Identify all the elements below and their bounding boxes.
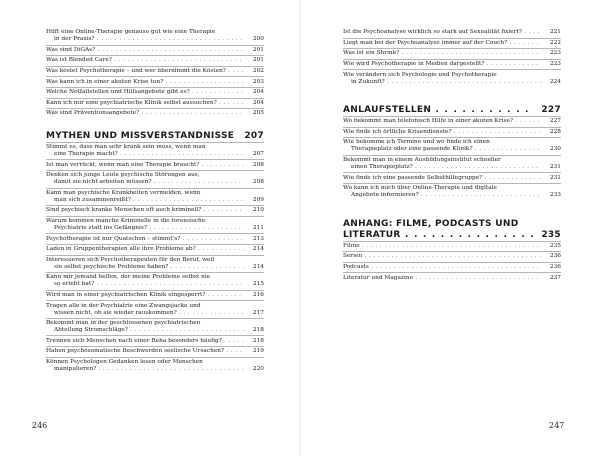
toc-entry-title: Warum kommen manche Kriminelle in die forensische <box>46 218 206 225</box>
toc-entry-title: Wie finde ich örtliche Krisendienste? . . . <box>343 129 541 136</box>
toc-entry-title: Podcasts . . . <box>343 264 541 271</box>
toc-entry <box>46 346 264 357</box>
toc-entry-title: Abteilung Stromschläge? . . . <box>46 327 244 334</box>
toc-entry <box>46 45 264 56</box>
toc-entry-title: Hilft eine Online-Therapie genauso gut wie eine Therapie <box>46 29 216 36</box>
toc-entry-page: 204 <box>252 89 264 96</box>
toc-entry <box>343 127 561 138</box>
toc-entry-page: 208 <box>252 161 264 168</box>
toc-entry <box>46 205 264 216</box>
toc-entry-page: 213 <box>252 235 264 242</box>
toc-entry-title: eine Therapie macht? . . . <box>46 151 244 158</box>
toc-entry <box>343 272 561 283</box>
toc-entry-page: 236 <box>549 253 561 260</box>
toc-entry-title: Serien . . . <box>343 253 541 260</box>
toc-entry-title: Trennen sich Menschen nach einer Reha besonders häufig? . . . <box>46 338 244 345</box>
toc-entry <box>46 300 264 318</box>
toc-entry-title: Angebote informieren? . . . <box>343 192 541 199</box>
toc-entry <box>46 290 264 301</box>
toc-entry-title: Was sind DiGAs? . . . <box>46 47 244 54</box>
toc-entry-title: Wie verändern sich Psychologie und Psychotherapie <box>343 71 497 78</box>
toc-entry <box>46 335 264 346</box>
toc-section-mythen <box>46 143 264 375</box>
toc-entry-page: 200 <box>252 36 264 43</box>
toc-entry-title: Psychotherapie ist nur Quatschen – stimmt’s? . . . <box>46 236 244 243</box>
toc-entry-page: 218 <box>252 327 264 334</box>
toc-entry-page: 228 <box>549 128 561 135</box>
toc-entry-page: 207 <box>252 151 264 158</box>
toc-entry-title: Können Psychologen Gedanken lesen oder Menschen <box>46 358 203 365</box>
toc-entry-title: Ist man verrückt, wenn man eine Therapie braucht? . . . <box>46 162 244 169</box>
toc-entry-page: 231 <box>549 174 561 181</box>
toc-entry-title: Kann ich mir eine psychiatrische Klinik selbst aussuchen? . . . <box>46 100 244 107</box>
toc-entry-page: 217 <box>252 309 264 316</box>
section-heading-mythen <box>46 131 264 143</box>
section-heading-title: LITERATUR . . . <box>343 230 533 241</box>
toc-entry <box>46 170 264 188</box>
toc-entry-title: Liegt man bei der Psychoanalyse immer auf der Couch? . . . <box>343 40 541 47</box>
toc-entry-title: damit sie nicht arbeiten müssen? . . . <box>46 179 244 186</box>
section-heading-anlaufstellen <box>343 105 561 117</box>
toc-section-continued-right <box>343 28 561 87</box>
toc-entry <box>46 233 264 244</box>
toc-entry-page: 214 <box>252 263 264 270</box>
toc-entry-title: Psychiatrie statt ins Gefängnis? . . . <box>46 225 244 232</box>
toc-entry-title: Wo kann ich mich über Online-Therapie und digitale <box>343 185 497 192</box>
toc-entry-page: 230 <box>549 146 561 153</box>
toc-entry-title: Wie wird Psychotherapie in Medien dargestellt? . . . <box>343 61 541 68</box>
toc-entry-page: 208 <box>252 179 264 186</box>
toc-entry-title: Interessieren sich Psychotherapeuten für den Beruf, weil <box>46 256 215 263</box>
toc-entry-title: Bekommt man in der geschlossenen psychiatrischen <box>46 320 201 327</box>
toc-entry-page: 222 <box>549 39 561 46</box>
toc-entry <box>343 251 561 262</box>
toc-entry <box>46 244 264 255</box>
toc-entry-page: 203 <box>252 78 264 85</box>
toc-entry-page: 223 <box>549 50 561 57</box>
toc-entry-title: Was sind Präventionsangebote? . . . <box>46 110 244 117</box>
toc-entry-title: Was kann ich in einer akuten Krise tun? . . . <box>46 79 244 86</box>
page-gutter <box>299 0 301 456</box>
toc-entry <box>343 262 561 273</box>
toc-entry-title: Was kostet Psychotherapie – und wer übernimmt die Kosten? . . . <box>46 68 244 75</box>
toc-entry-page: 211 <box>252 225 264 232</box>
toc-entry-page: 204 <box>252 99 264 106</box>
toc-entry <box>343 242 561 252</box>
toc-entry-title: Laden in Gruppentherapien alle ihre Probleme ab? . . . <box>46 246 244 253</box>
toc-entry <box>46 28 264 45</box>
toc-entry <box>46 87 264 98</box>
section-heading-page: 235 <box>541 229 561 240</box>
section-heading-anhang <box>343 219 561 242</box>
toc-entry <box>46 255 264 273</box>
section-heading-title: MYTHEN UND MISSVERSTÄNDNISSE . . . <box>46 131 236 142</box>
section-heading <box>343 105 561 117</box>
toc-entry <box>343 28 561 38</box>
toc-entry-page: 227 <box>549 118 561 125</box>
section-heading-title: ANLAUFSTELLEN . . . <box>343 105 533 116</box>
toc-entry-page: 215 <box>252 281 264 288</box>
toc-entry-title: so erlebt hat? . . . <box>46 281 244 288</box>
section-heading-title: ANHANG: FILME, PODCASTS UND <box>343 218 519 229</box>
toc-entry <box>343 117 561 127</box>
toc-entry-title: Therapieplatz oder eine passende Klinik? . . . <box>343 146 541 153</box>
toc-entry-page: 201 <box>252 46 264 53</box>
toc-entry-page: 221 <box>549 29 561 36</box>
toc-entry <box>343 137 561 155</box>
toc-entry-page: 224 <box>549 78 561 85</box>
toc-entry-title: manipulieren? . . . <box>46 366 244 373</box>
section-heading-page: 227 <box>541 104 561 115</box>
toc-entry <box>343 183 561 201</box>
toc-entry <box>343 155 561 173</box>
toc-entry-title: Stimmt es, dass man sehr krank sein muss, wenn man <box>46 144 206 151</box>
toc-entry-title: Bekommt man in einem Ausbildungsinstitut schneller <box>343 157 501 164</box>
toc-entry-title: Ist die Psychoanalyse wirklich so stark auf Sexualität fixiert? . . . <box>343 29 541 36</box>
toc-entry <box>343 69 561 87</box>
toc-entry-title: wissen nicht, ob sie wieder rauskommen? . . . <box>46 310 244 317</box>
toc-section-anhang <box>343 242 561 283</box>
toc-entry-title: man sich zusammenreißt? . . . <box>46 197 244 204</box>
toc-entry-title: Filme . . . <box>343 243 541 250</box>
toc-entry <box>343 38 561 49</box>
toc-entry <box>343 59 561 70</box>
toc-entry-page: 202 <box>252 68 264 75</box>
toc-entry <box>46 55 264 66</box>
toc-entry-title: Wo bekommt man telefonisch Hilfe in einer akuten Krise? . . . <box>343 118 541 125</box>
toc-entry-page: 210 <box>252 207 264 214</box>
toc-entry-page: 219 <box>252 348 264 355</box>
toc-entry <box>46 318 264 336</box>
toc-entry <box>46 108 264 119</box>
toc-entry-title: Denken sich junge Leute psychische Störungen aus, <box>46 172 200 179</box>
page-number-left: 246 <box>32 421 48 430</box>
section-heading <box>46 131 264 143</box>
toc-entry-title: Wird man in einer psychiatrischen Klinik eingesperrt? . . . <box>46 292 244 299</box>
toc-entry-title: Sind psychisch kranke Menschen oft auch kriminell? . . . <box>46 207 244 214</box>
toc-entry <box>46 66 264 77</box>
toc-entry-title: Wie bekomme ich Termine und wo finde ich einen <box>343 139 490 146</box>
section-heading <box>343 219 561 242</box>
toc-entry-page: 209 <box>252 196 264 203</box>
page-number-right: 247 <box>549 421 565 430</box>
toc-entry-title: Welche Notfallstellen und Hilfsangebote gibt es? . . . <box>46 89 244 96</box>
left-page-toc <box>46 28 264 374</box>
toc-entry <box>46 159 264 170</box>
toc-entry-page: 235 <box>549 242 561 249</box>
toc-entry-page: 205 <box>252 110 264 117</box>
toc-entry-page: 236 <box>549 264 561 271</box>
toc-section-continued <box>46 28 264 119</box>
toc-entry-page: 201 <box>252 57 264 64</box>
toc-entry-title: in Zukunft? . . . <box>343 79 541 86</box>
toc-entry-page: 237 <box>549 274 561 281</box>
toc-entry <box>343 172 561 183</box>
toc-entry-title: einen Therapieplatz? . . . <box>343 164 541 171</box>
toc-entry-page: 214 <box>252 246 264 253</box>
toc-entry <box>46 216 264 234</box>
toc-entry-title: Haben psychosomatische Beschwerden seelische Ursachen? . . . <box>46 348 244 355</box>
toc-entry-title: Was ist Blended Care? . . . <box>46 57 244 64</box>
toc-entry <box>46 188 264 206</box>
toc-entry-title: Kann mir jemand helfen, der meine Probleme selbst nie <box>46 274 211 281</box>
toc-entry-title: Wie finde ich eine passende Selbsthilfegruppe? . . . <box>343 175 541 182</box>
toc-entry-page: 220 <box>252 365 264 372</box>
toc-section-anlaufstellen <box>343 117 561 201</box>
toc-entry-page: 218 <box>252 337 264 344</box>
toc-entry-title: in der Praxis? . . . <box>46 36 244 43</box>
toc-entry-title: sie selbst psychische Probleme haben? . . . <box>46 264 244 271</box>
toc-entry <box>343 48 561 59</box>
toc-entry-title: Kann man psychische Krankheiten vermeiden, wenn <box>46 189 201 196</box>
toc-entry-title: Was ist ein Shrink? . . . <box>343 50 541 57</box>
right-page-toc <box>343 28 561 283</box>
toc-entry-page: 223 <box>549 61 561 68</box>
section-heading-page: 207 <box>244 130 264 141</box>
toc-entry <box>46 143 264 160</box>
toc-entry-title: Tragen alle in der Psychiatrie eine Zwangsjacke und <box>46 302 201 309</box>
toc-entry <box>46 76 264 87</box>
toc-entry <box>46 357 264 375</box>
toc-entry-page: 233 <box>549 192 561 199</box>
toc-entry-page: 231 <box>549 164 561 171</box>
toc-entry <box>46 98 264 109</box>
toc-entry-title: Literatur und Magazine . . . <box>343 275 541 282</box>
toc-entry-page: 216 <box>252 291 264 298</box>
toc-entry <box>46 272 264 290</box>
